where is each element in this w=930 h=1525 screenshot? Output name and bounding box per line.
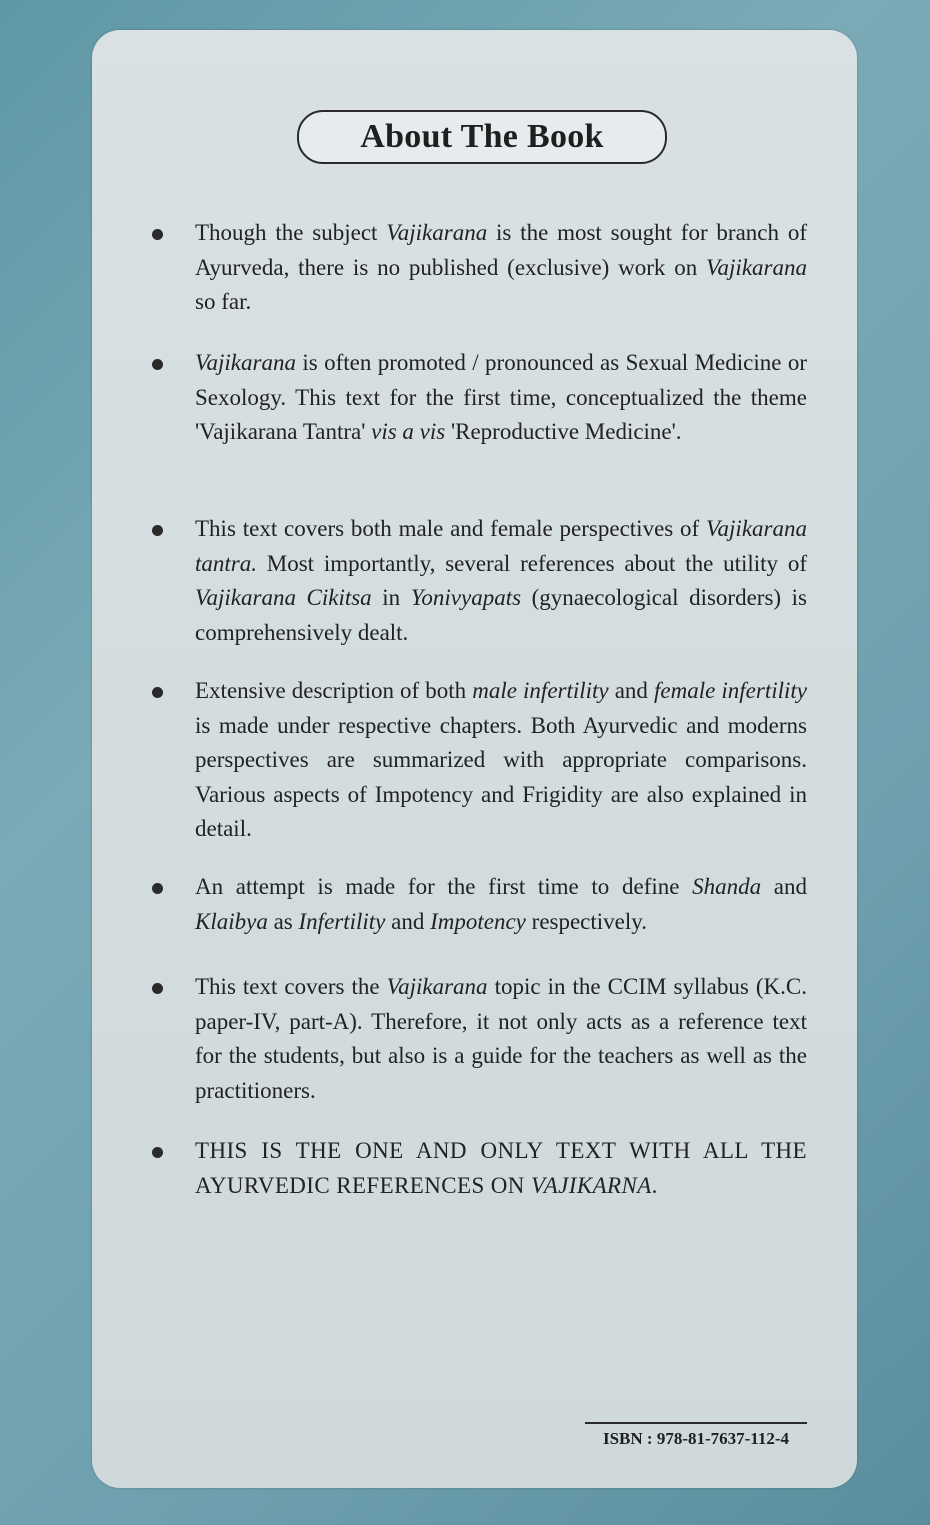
italic-term: Vajikarana tantra. bbox=[195, 516, 807, 576]
italic-term: Vajikarana bbox=[706, 254, 807, 280]
item-text bbox=[195, 674, 807, 847]
bullet-icon bbox=[152, 359, 163, 370]
italic-term: Yonivyapats bbox=[410, 585, 522, 610]
italic-term: Vajikarana bbox=[386, 220, 488, 245]
text-run: 'Reproductive Medicine'. bbox=[445, 419, 682, 444]
bullet-icon bbox=[152, 525, 163, 536]
italic-term: Klaibya bbox=[195, 908, 268, 934]
text-run: is often promoted / pronounced as Sexual Medicine or Sexology. This text for the first time, conceptualized the theme 'Vajikarana Tantra' bbox=[195, 350, 807, 444]
text-run: Extensive description of both bbox=[195, 678, 473, 703]
text-run: Most importantly, several references about the utility of bbox=[256, 550, 807, 576]
bullet-icon bbox=[152, 883, 163, 894]
item-text bbox=[195, 970, 807, 1108]
italic-term: Infertility bbox=[298, 908, 386, 934]
title-frame bbox=[297, 110, 667, 164]
italic-term: Shanda bbox=[692, 874, 762, 899]
text-run: An attempt is made for the first time to define bbox=[195, 874, 693, 899]
text-run: respectively. bbox=[525, 908, 648, 934]
italic-term: Vajikarana bbox=[386, 974, 488, 999]
italic-term: VAJIKARNA bbox=[530, 1172, 652, 1198]
isbn-number: ISBN : 978-81-7637-112-4 bbox=[602, 1429, 790, 1448]
item-text bbox=[195, 216, 807, 320]
page-title: About The Book bbox=[360, 118, 604, 155]
text-run: is made under respective chapters. Both Ayurvedic and moderns perspectives are summarized with appropriate comparisons. Various aspects of Impotency and Frigidity are also explained in detail. bbox=[195, 712, 807, 841]
back-cover-panel bbox=[92, 30, 857, 1488]
text-run: . bbox=[651, 1172, 658, 1198]
item-text bbox=[195, 512, 807, 650]
text-run: This text covers the bbox=[195, 974, 387, 999]
bullet-icon bbox=[152, 687, 163, 698]
italic-term: vis a vis bbox=[371, 419, 446, 444]
text-run: (gynaecological disorders) is comprehensively dealt. bbox=[195, 585, 807, 645]
bullet-icon bbox=[152, 983, 163, 994]
italic-term: Vajikarana Cikitsa bbox=[195, 585, 372, 610]
italic-term: Vajikarana bbox=[195, 350, 296, 375]
text-run: and bbox=[761, 874, 808, 899]
text-run: so far. bbox=[195, 289, 252, 314]
text-run: as bbox=[267, 908, 299, 934]
text-run: This text covers both male and female perspectives of bbox=[195, 516, 707, 541]
text-run: topic in the CCIM syllabus (K.C. paper-IV, part-A). Therefore, it not only acts as a reference text for the students, but also is a guide for the teachers as well as the practitioners. bbox=[195, 974, 807, 1103]
text-run: in bbox=[371, 585, 411, 610]
bullet-icon bbox=[152, 229, 163, 240]
item-text bbox=[195, 1134, 807, 1203]
text-run: and bbox=[385, 908, 431, 934]
isbn-block bbox=[585, 1422, 807, 1449]
italic-term: male infertility bbox=[472, 678, 609, 703]
bullet-icon bbox=[152, 1147, 163, 1158]
text-run: Though the subject bbox=[195, 220, 387, 245]
item-text bbox=[195, 346, 807, 450]
text-run: is the most sought for branch of Ayurveda, there is no published (exclusive) work on bbox=[195, 220, 807, 280]
item-text bbox=[195, 870, 807, 939]
italic-term: female infertility bbox=[654, 678, 807, 703]
italic-term: Impotency bbox=[430, 908, 526, 934]
text-run: and bbox=[608, 678, 655, 703]
text-run: THIS IS THE ONE AND ONLY TEXT WITH ALL THE AYURVEDIC REFERENCES ON bbox=[195, 1138, 807, 1198]
